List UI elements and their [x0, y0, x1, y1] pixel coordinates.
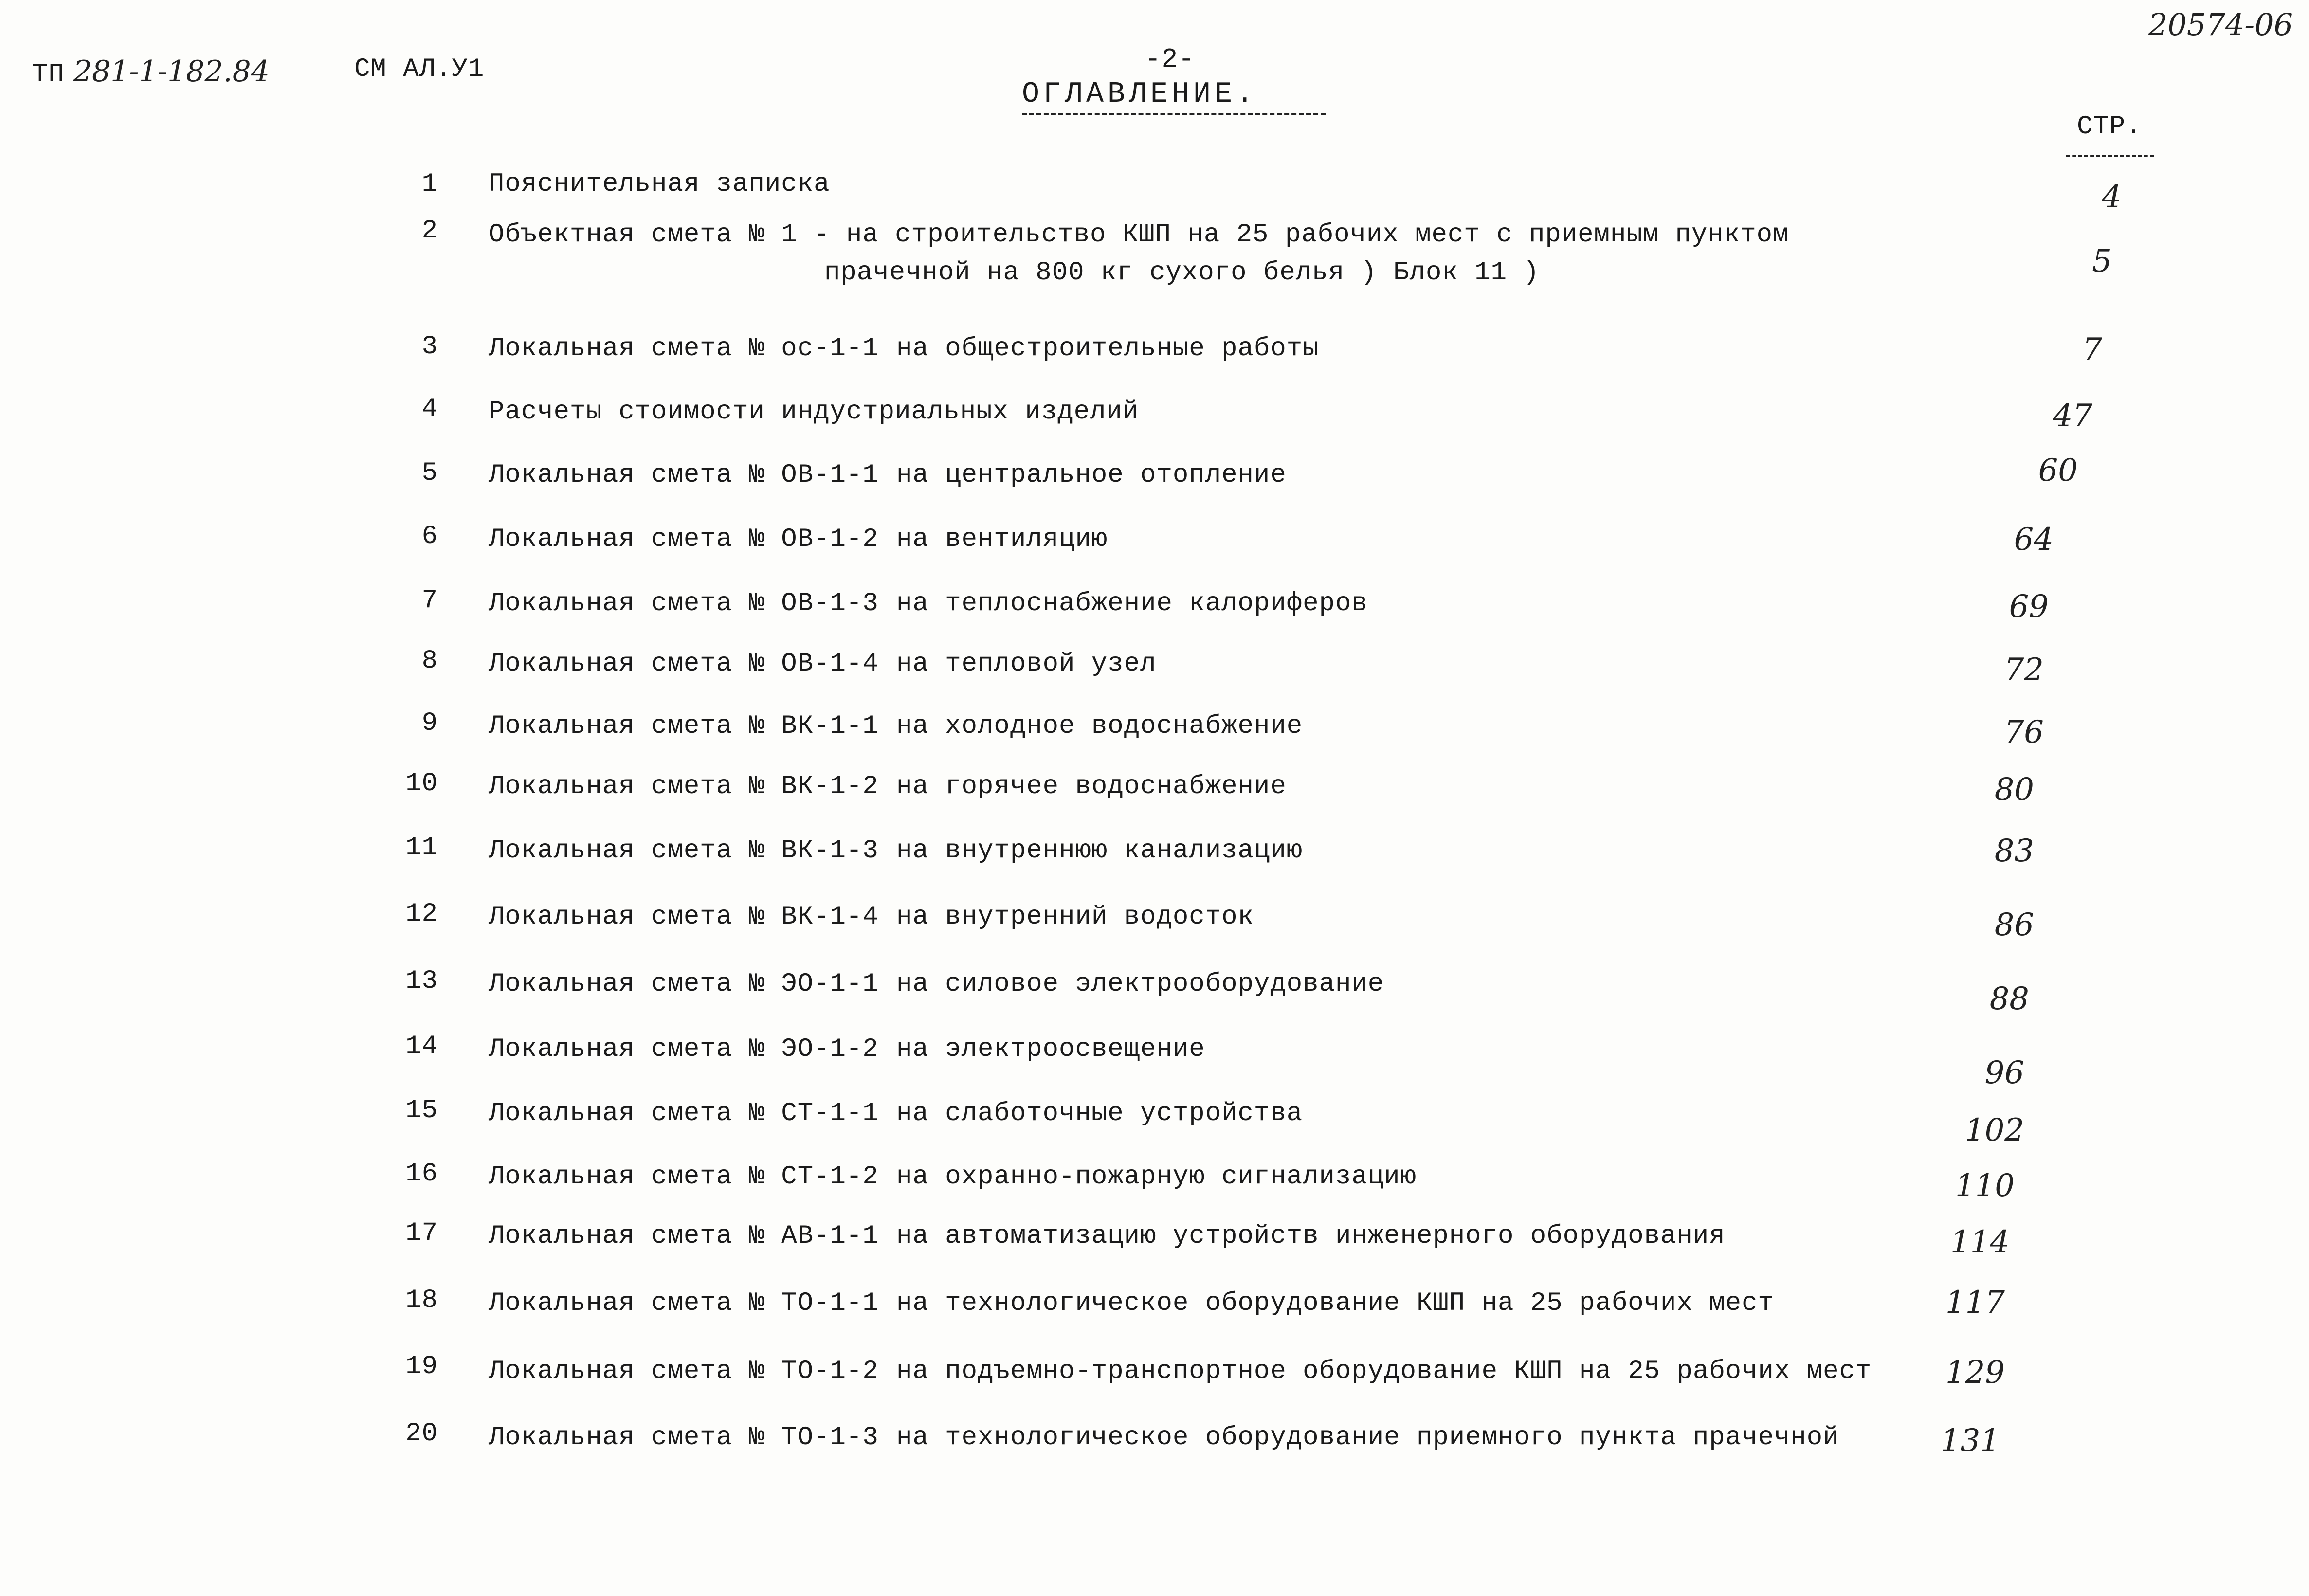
entry-page: 47 — [2053, 398, 2092, 434]
entry-number: 10 — [405, 769, 438, 798]
entry-number: 4 — [421, 394, 438, 424]
entry-title: Локальная смета № АВ-1-1 — [489, 1221, 879, 1251]
entry-page: 86 — [1994, 907, 2034, 943]
entry-number: 9 — [421, 708, 438, 738]
entry-subject: на вентиляцию — [896, 525, 1108, 554]
entry-title: Локальная смета № СТ-1-1 — [489, 1099, 879, 1128]
entry-subject: на технологическое оборудование КШП на 25 рабочих мест — [896, 1288, 1774, 1318]
entry-number: 7 — [421, 586, 438, 616]
entry-title: Локальная смета № ос-1-1 — [489, 334, 879, 363]
entry-page: 72 — [2004, 652, 2044, 688]
entry-page: 80 — [1994, 772, 2034, 808]
entry-subject: на тепловой узел — [896, 649, 1157, 679]
entry-number: 6 — [421, 522, 438, 551]
entry-title: Локальная смета № ЭО-1-2 — [489, 1034, 879, 1064]
entry-page: 96 — [1984, 1055, 2024, 1091]
entry-subject: на теплоснабжение калориферов — [896, 589, 1368, 618]
entry-title: Объектная смета № 1 - на строительство КШП на 25 рабочих мест с приемным пунктом — [489, 220, 1789, 250]
entry-number: 18 — [405, 1286, 438, 1315]
entry-title: Локальная смета № ОВ-1-4 — [489, 649, 879, 679]
entry-number: 16 — [405, 1159, 438, 1189]
entry-subject: на общестроительные работы — [896, 334, 1319, 363]
entry-number: 11 — [405, 833, 438, 863]
entry-subject: на внутренний водосток — [896, 902, 1254, 932]
entry-number: 17 — [405, 1218, 438, 1248]
page-number: -2- — [1145, 44, 1195, 75]
entry-page: 64 — [2014, 522, 2054, 558]
entry-page: 60 — [2038, 453, 2078, 489]
entry-number: 5 — [421, 458, 438, 488]
entry-subject: на технологическое оборудование приемного пункта прачечной — [896, 1423, 1839, 1452]
entry-number: 19 — [405, 1352, 438, 1381]
entry-number: 14 — [405, 1032, 438, 1061]
entry-number: 2 — [421, 216, 438, 246]
entry-page: 7 — [2082, 332, 2102, 368]
entry-page: 76 — [2004, 714, 2044, 750]
entry-page: 88 — [1989, 981, 2029, 1017]
entry-subject: на холодное водоснабжение — [896, 711, 1303, 741]
entry-subject: на электроосвещение — [896, 1034, 1205, 1064]
entry-page: 5 — [2092, 243, 2112, 279]
entry-title: Локальная смета № ВК-1-2 — [489, 772, 879, 801]
entry-title: Локальная смета № ВК-1-3 — [489, 836, 879, 866]
page-column-header: СТР. — [2077, 112, 2142, 142]
entry-number: 20 — [405, 1419, 438, 1449]
album-code: СМ АЛ.У1 — [354, 54, 485, 84]
entry-title: Локальная смета № ОВ-1-1 — [489, 460, 879, 490]
column-header-underline — [2066, 155, 2154, 157]
entry-page: 114 — [1950, 1224, 2010, 1260]
document-code-prefix: ТП — [32, 60, 65, 90]
entry-number: 1 — [421, 169, 438, 199]
entry-subject: на внутреннюю канализацию — [896, 836, 1303, 866]
entry-subject: на силовое электрооборудование — [896, 969, 1384, 999]
entry-title: Локальная смета № ОВ-1-2 — [489, 525, 879, 554]
entry-number: 15 — [405, 1096, 438, 1125]
document-code — [32, 54, 270, 90]
entry-page: 131 — [1940, 1423, 2000, 1459]
entry-number: 8 — [421, 646, 438, 676]
entry-title: Локальная смета № ЭО-1-1 — [489, 969, 879, 999]
entry-title: Локальная смета № ТО-1-3 — [489, 1423, 879, 1452]
archive-number: 20574-06 — [2148, 7, 2293, 42]
entry-page: 129 — [1945, 1355, 2005, 1391]
entry-title-continuation: прачечной на 800 кг сухого белья ) Блок 11 ) — [824, 258, 1540, 288]
entry-number: 3 — [421, 332, 438, 362]
document-code-number: 281-1-182.84 — [73, 54, 270, 89]
entry-title: Локальная смета № ВК-1-1 — [489, 711, 879, 741]
entry-subject: на подъемно-транспортное оборудование КШП на 25 рабочих мест — [896, 1357, 1872, 1386]
entry-number: 13 — [405, 966, 438, 996]
page-title: ОГЛАВЛЕНИЕ. — [1022, 78, 1258, 111]
entry-title: Локальная смета № ТО-1-2 — [489, 1357, 879, 1386]
entry-title: Локальная смета № ТО-1-1 — [489, 1288, 879, 1318]
entry-subject: на горячее водоснабжение — [896, 772, 1287, 801]
entry-subject: на центральное отопление — [896, 460, 1287, 490]
entry-page: 4 — [2102, 179, 2122, 215]
title-underline — [1022, 113, 1326, 115]
entry-page: 117 — [1945, 1285, 2005, 1321]
entry-title: Локальная смета № ВК-1-4 — [489, 902, 879, 932]
entry-subject: на слаботочные устройства — [896, 1099, 1303, 1128]
entry-title: Локальная смета № СТ-1-2 — [489, 1162, 879, 1192]
entry-page: 102 — [1964, 1112, 2024, 1148]
entry-subject: на автоматизацию устройств инженерного оборудования — [896, 1221, 1726, 1251]
entry-number: 12 — [405, 899, 438, 929]
entry-subject: на охранно-пожарную сигнализацию — [896, 1162, 1417, 1192]
entry-page: 69 — [2009, 589, 2049, 625]
entry-page: 83 — [1994, 833, 2034, 869]
entry-title: Локальная смета № ОВ-1-3 — [489, 589, 879, 618]
entry-page: 110 — [1955, 1168, 2015, 1204]
entry-title: Расчеты стоимости индустриальных изделий — [489, 397, 1139, 427]
entry-title: Пояснительная записка — [489, 169, 830, 199]
